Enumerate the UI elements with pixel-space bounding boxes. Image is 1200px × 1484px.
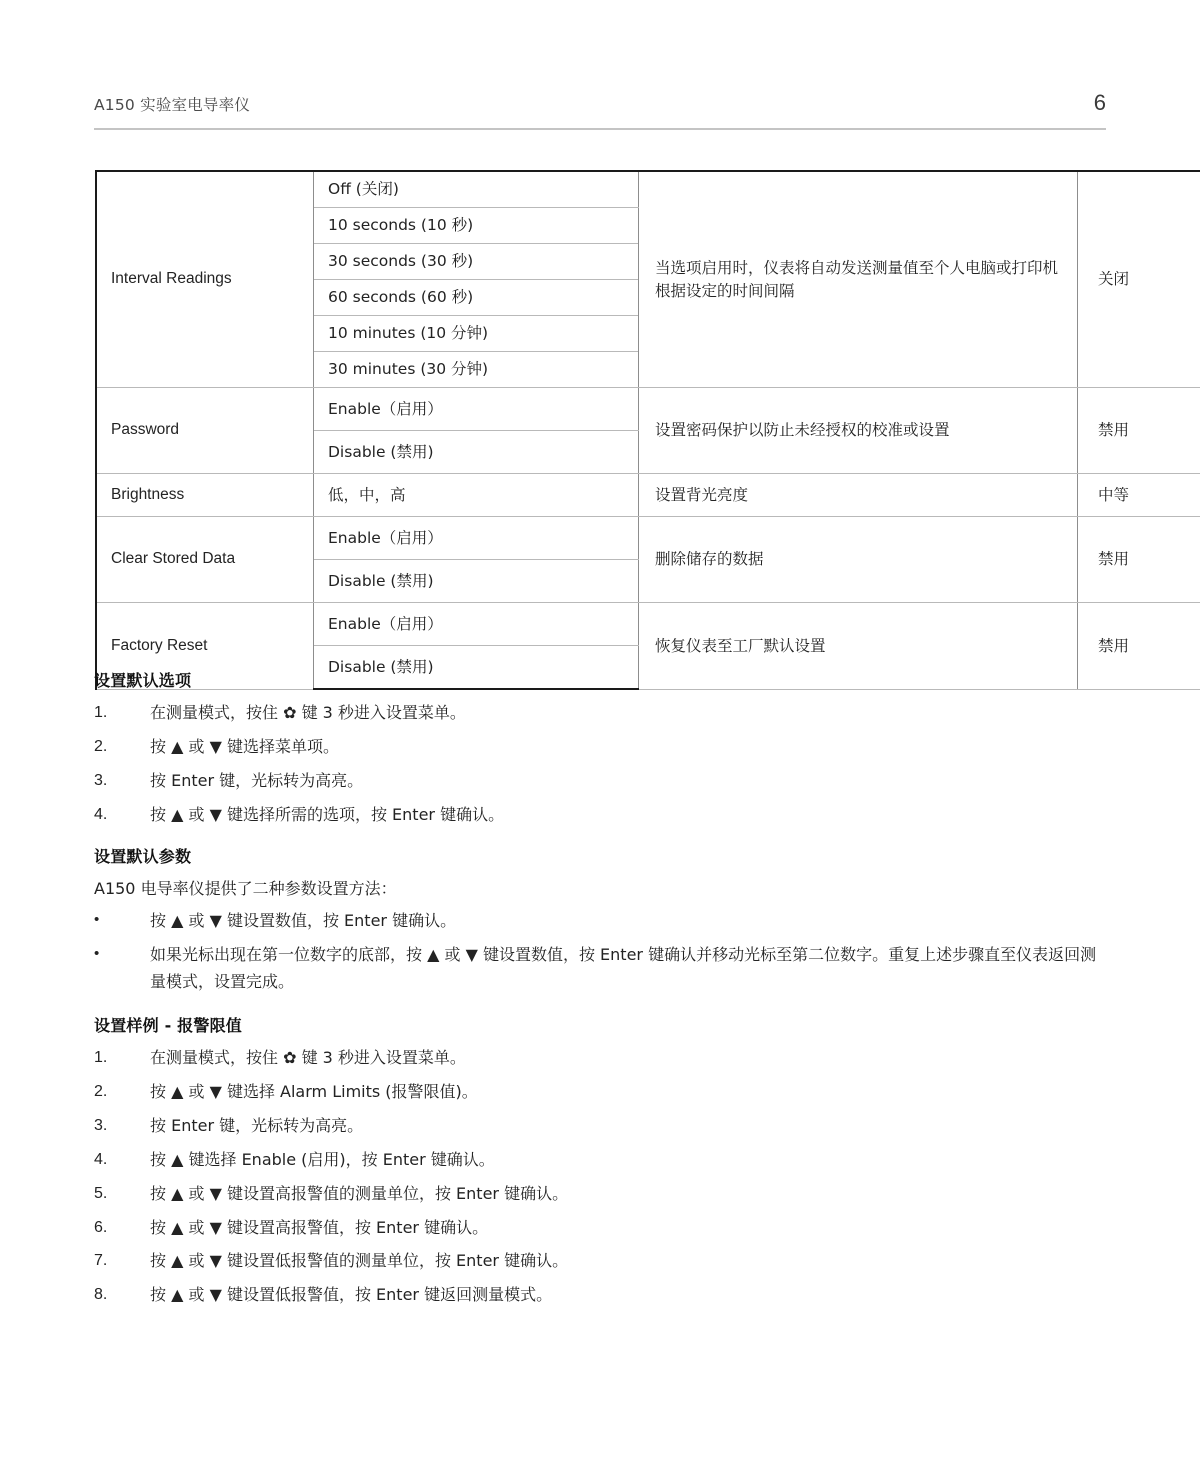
setting-name: Factory Reset [96, 603, 314, 690]
setting-name: Clear Stored Data [96, 517, 314, 603]
setting-default: 中等 [1078, 474, 1200, 517]
list-item [94, 1181, 1110, 1208]
section-heading: 设置样例 - 报警限值 [94, 1016, 242, 1035]
page-number: 6 [1093, 90, 1106, 115]
setting-option: Enable（启用） [314, 603, 639, 646]
list-item [94, 1147, 1110, 1174]
list-text: 在测量模式，按住 ✿ 键 3 秒进入设置菜单。 [150, 1048, 466, 1067]
list-text: 按 ▲ 或 ▼ 键选择菜单项。 [150, 736, 339, 756]
page-running-header [94, 90, 1106, 132]
setting-option: Enable（启用） [314, 517, 639, 560]
list-item [94, 908, 1110, 935]
setting-option: 10 minutes (10 分钟) [314, 316, 639, 352]
list-text: 按 ▲ 或 ▼ 键设置高报警值的测量单位，按 Enter 键确认。 [150, 1183, 569, 1203]
table-row [96, 171, 1200, 208]
setting-option: Disable (禁用) [314, 560, 639, 603]
list-item [94, 1248, 1110, 1275]
settings-table-body [96, 171, 1200, 689]
setting-description: 设置背光亮度 [639, 474, 1078, 517]
list-item [94, 802, 1110, 829]
list-text: 按 Enter 键，光标转为高亮。 [150, 1115, 364, 1135]
list-marker: 1. [94, 704, 108, 721]
document-title: A150 实验室电导率仪 [94, 96, 251, 114]
list-text: 在测量模式，按住 ✿ 键 3 秒进入设置菜单。 [150, 703, 466, 722]
section-set-default-parameters [94, 844, 1110, 1003]
list-text: 按 Enter 键，光标转为高亮。 [150, 770, 364, 790]
setting-name: Password [96, 388, 314, 474]
list-marker: 2. [94, 1082, 108, 1100]
setting-description: 设置密码保护以防止未经授权的校准或设置 [639, 388, 1078, 474]
list-marker: 4. [94, 805, 108, 823]
list-marker: • [94, 910, 100, 928]
list-item [94, 1215, 1110, 1242]
list-item [94, 942, 1110, 996]
table-row [96, 603, 1200, 646]
setting-description: 恢复仪表至工厂默认设置 [639, 603, 1078, 690]
setting-option: Disable (禁用) [314, 431, 639, 474]
section-set-default-options [94, 668, 1110, 836]
steps-list [94, 700, 1110, 829]
setting-default: 关闭 [1078, 171, 1200, 388]
list-marker: 3. [94, 1116, 108, 1134]
setting-option: 30 seconds (30 秒) [314, 244, 639, 280]
list-marker: 6. [94, 1218, 108, 1236]
table-row [96, 388, 1200, 431]
list-marker: 7. [94, 1252, 108, 1270]
list-item [94, 734, 1110, 761]
list-marker: 2. [94, 737, 108, 755]
list-item [94, 1113, 1110, 1140]
list-marker: • [94, 944, 100, 962]
list-marker: 8. [94, 1286, 108, 1304]
section-heading: 设置默认参数 [94, 847, 192, 866]
setting-description: 当选项启用时，仪表将自动发送测量值至个人电脑或打印机根据设定的时间间隔 [639, 171, 1078, 388]
list-text: 按 ▲ 或 ▼ 键设置低报警值的测量单位，按 Enter 键确认。 [150, 1251, 569, 1271]
list-item [94, 1045, 1110, 1072]
section-heading: 设置默认选项 [94, 671, 192, 690]
setting-option: Off (关闭) [314, 171, 639, 208]
steps-list [94, 1045, 1110, 1309]
section-lead-text: A150 电导率仪提供了二种参数设置方法： [94, 879, 397, 898]
setting-description: 删除储存的数据 [639, 517, 1078, 603]
list-text: 如果光标出现在第一位数字的底部，按 ▲ 或 ▼ 键设置数值，按 Enter 键确认并移动光标至第二位数字。重复上述步骤直至仪表返回测量模式，设置完成。 [150, 944, 1097, 991]
list-text: 按 ▲ 或 ▼ 键设置数值，按 Enter 键确认。 [150, 910, 457, 930]
list-marker: 3. [94, 771, 108, 789]
table-row [96, 517, 1200, 560]
list-marker: 1. [94, 1049, 108, 1066]
list-item [94, 700, 1110, 727]
setting-name: Brightness [96, 474, 314, 517]
settings-table [95, 170, 1200, 690]
table-row [96, 474, 1200, 517]
header-divider [94, 128, 1106, 130]
list-text: 按 ▲ 或 ▼ 键选择所需的选项，按 Enter 键确认。 [150, 804, 505, 824]
setting-default: 禁用 [1078, 517, 1200, 603]
list-text: 按 ▲ 或 ▼ 键设置低报警值，按 Enter 键返回测量模式。 [150, 1285, 553, 1305]
setting-option: 60 seconds (60 秒) [314, 280, 639, 316]
list-item [94, 1282, 1110, 1309]
setting-option: 30 minutes (30 分钟) [314, 352, 639, 388]
list-item [94, 1079, 1110, 1106]
list-marker: 4. [94, 1150, 108, 1168]
list-item [94, 768, 1110, 795]
list-text: 按 ▲ 键选择 Enable (启用)，按 Enter 键确认。 [150, 1149, 495, 1169]
setting-option: Enable（启用） [314, 388, 639, 431]
bullets-list [94, 908, 1110, 996]
list-text: 按 ▲ 或 ▼ 键选择 Alarm Limits (报警限值)。 [150, 1081, 478, 1101]
setting-option: 10 seconds (10 秒) [314, 208, 639, 244]
setting-option: Disable (禁用) [314, 646, 639, 690]
section-setup-example-alarm-limits [94, 1013, 1110, 1316]
setting-default: 禁用 [1078, 603, 1200, 690]
list-text: 按 ▲ 或 ▼ 键设置高报警值，按 Enter 键确认。 [150, 1217, 489, 1237]
setting-default: 禁用 [1078, 388, 1200, 474]
setting-name: Interval Readings [96, 171, 314, 388]
list-marker: 5. [94, 1184, 108, 1202]
setting-option: 低，中，高 [314, 474, 639, 517]
